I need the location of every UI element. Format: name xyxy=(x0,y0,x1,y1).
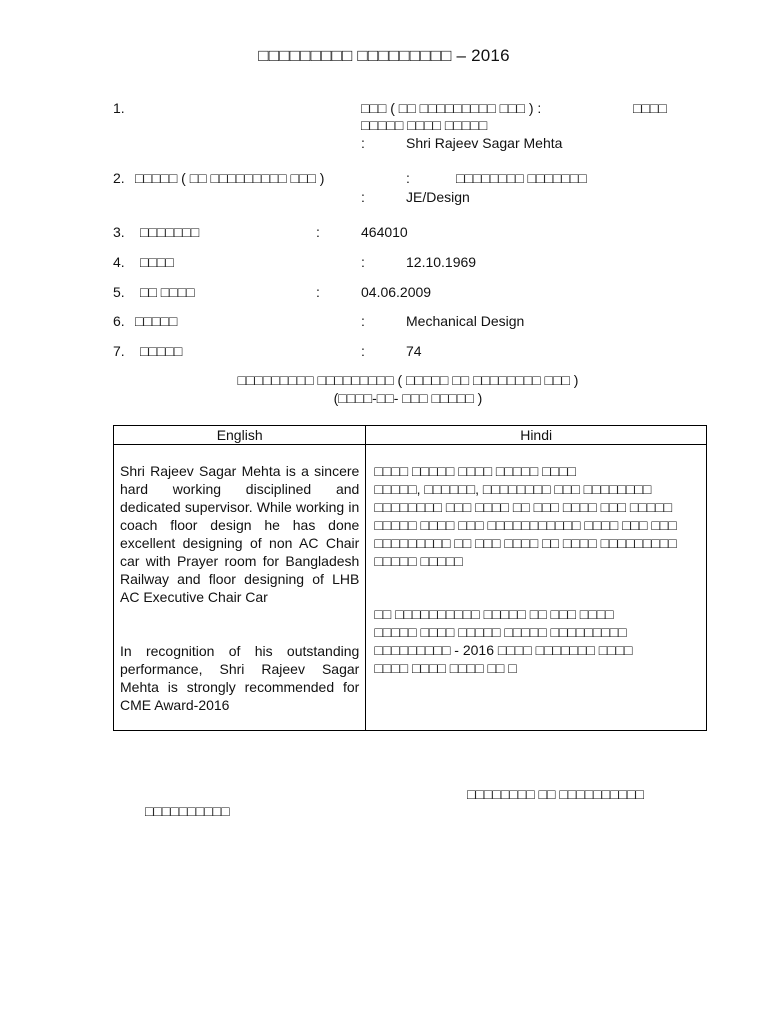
page-title: □□□□□□□□□ □□□□□□□□□ – 2016 xyxy=(258,46,510,65)
field-7-value: 74 xyxy=(406,343,422,359)
field-3-number: 3. xyxy=(113,224,125,240)
hindi-line: □□□□□□□□□ - 2016 □□□□ □□□□□□□ □□□□ xyxy=(374,642,633,658)
hindi-line: □□□□□ □□□□ □□□□□ □□□□□ □□□□□□□□□ xyxy=(374,624,627,640)
signature-line: □□□□□□□□ □□ □□□□□□□□□□ xyxy=(467,786,644,802)
hindi-paragraph-1 xyxy=(374,462,704,570)
field-1-number: 1. xyxy=(113,100,125,116)
field-3-value: 464010 xyxy=(361,224,408,240)
column-header-english: English xyxy=(114,426,366,445)
field-6-value: Mechanical Design xyxy=(406,313,525,329)
field-5-colon: : xyxy=(316,284,320,300)
field-4-number: 4. xyxy=(113,254,125,270)
hindi-line: □□□□□, □□□□□□, □□□□□□□□ □□□ □□□□□□□□ xyxy=(374,481,652,497)
field-6-label: □□□□□ xyxy=(135,313,178,329)
field-6-number: 6. xyxy=(113,313,125,329)
field-2-number: 2. xyxy=(113,170,125,186)
hindi-line: □□□□ □□□□□ □□□□ □□□□□ □□□□ xyxy=(374,463,576,479)
hindi-line: □□□□□ □□□□□ xyxy=(374,553,463,569)
field-4-colon: : xyxy=(361,254,365,270)
field-1-label: □□□ ( □□ □□□□□□□□□ □□□ ) : xyxy=(361,100,542,116)
table-header-row xyxy=(114,426,707,445)
english-cell xyxy=(114,445,366,731)
field-5-number: 5. xyxy=(113,284,125,300)
field-6-colon: : xyxy=(361,313,365,329)
field-7-label: □□□□□ xyxy=(140,343,183,359)
english-paragraph-2: In recognition of his outstanding performance, Shri Rajeev Sagar Mehta is strongly recommended for CME Award-2016 xyxy=(120,643,360,713)
recommendation-table xyxy=(113,425,707,731)
field-2-value-hindi: □□□□□□□□ □□□□□□□ xyxy=(456,170,587,186)
hindi-line: □□□□ □□□□ □□□□ □□ □ xyxy=(374,660,517,676)
field-1-value-hindi-part2: □□□□□ □□□□ □□□□□ xyxy=(361,117,488,133)
field-7-colon: : xyxy=(361,343,365,359)
field-1-colon: : xyxy=(361,135,365,151)
section-heading: □□□□□□□□□ □□□□□□□□□ ( □□□□□ □□ □□□□□□□□ □□□ ) xyxy=(237,372,579,388)
field-3-colon: : xyxy=(316,224,320,240)
hindi-line: □□□□□ □□□□ □□□ □□□□□□□□□□□ □□□□ □□□ □□□ xyxy=(374,517,677,533)
field-2-value: JE/Design xyxy=(406,189,470,205)
hindi-cell xyxy=(366,445,707,731)
hindi-paragraph-2 xyxy=(374,605,704,677)
field-1-value: Shri Rajeev Sagar Mehta xyxy=(406,135,563,151)
column-header-hindi: Hindi xyxy=(366,426,707,445)
hindi-line: □□ □□□□□□□□□□ □□□□□ □□ □□□ □□□□ xyxy=(374,606,614,622)
hindi-line: □□□□□□□□□ □□ □□□ □□□□ □□ □□□□ □□□□□□□□□ xyxy=(374,535,677,551)
field-2-colon-a: : xyxy=(406,170,410,186)
field-5-value: 04.06.2009 xyxy=(361,284,432,300)
signature-subline: □□□□□□□□□□ xyxy=(145,803,230,819)
field-4-value: 12.10.1969 xyxy=(406,254,477,270)
field-3-label: □□□□□□□ xyxy=(140,224,200,240)
field-2-colon: : xyxy=(361,189,365,205)
english-paragraph-1: Shri Rajeev Sagar Mehta is a sincere hard working disciplined and dedicated supervisor. While working in coach floor design he has done excellent designing of non AC Chair car with Prayer room for Bangladesh Railway and floor designing of LHB AC Executive Chair Car xyxy=(120,463,360,605)
hindi-line: □□□□□□□□ □□□ □□□□ □□ □□□ □□□□ □□□ □□□□□ xyxy=(374,499,673,515)
field-4-label: □□□□ xyxy=(140,254,174,270)
field-5-label: □□ □□□□ xyxy=(140,284,195,300)
table-row xyxy=(114,445,707,731)
field-2-label: □□□□□ ( □□ □□□□□□□□□ □□□ ) xyxy=(135,170,325,186)
field-7-number: 7. xyxy=(113,343,125,359)
field-1-value-hindi-part1: □□□□ xyxy=(633,100,667,116)
section-subheading: (□□□□-□□- □□□ □□□□□ ) xyxy=(333,390,483,406)
